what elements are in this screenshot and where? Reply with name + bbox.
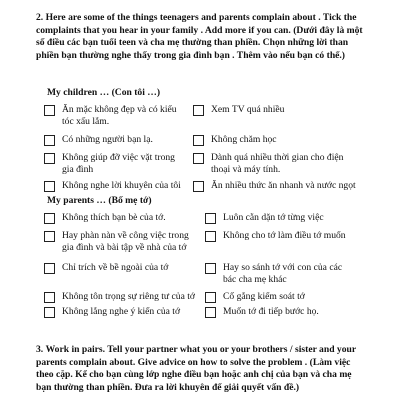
children-item[interactable] xyxy=(193,134,383,146)
checkbox[interactable] xyxy=(44,292,55,303)
children-item-line: Dành quá nhiều thời gian cho điện xyxy=(211,152,344,163)
checkbox[interactable] xyxy=(193,153,204,164)
parents-item[interactable] xyxy=(205,291,395,303)
parents-item[interactable] xyxy=(205,306,395,318)
parents-item-line: Không tôn trọng sự riêng tư của tớ xyxy=(62,291,195,302)
checkbox[interactable] xyxy=(44,181,55,192)
checkbox[interactable] xyxy=(44,263,55,274)
parents-item[interactable] xyxy=(44,212,204,224)
checkbox[interactable] xyxy=(205,231,216,242)
task2-instruction-vi: (Dưới đây là một số điều các bạn tuổi teen và cha mẹ thường than phiền. Chọn những lời than phiền bạn thường nghe thấy trong gia đình bạn . Thêm vào nếu bạn có thể.) xyxy=(36,24,363,61)
parents-item-line: Không thích bạn bè của tớ. xyxy=(62,212,166,223)
children-item-line: thoại và máy tính. xyxy=(211,163,281,175)
children-item[interactable] xyxy=(44,152,194,176)
children-item[interactable] xyxy=(193,180,398,192)
children-item[interactable] xyxy=(44,180,194,192)
checkbox[interactable] xyxy=(44,213,55,224)
checkbox[interactable] xyxy=(193,181,204,192)
checkbox[interactable] xyxy=(193,135,204,146)
checkbox[interactable] xyxy=(205,213,216,224)
task3-instruction-vi: (Làm việc theo cặp. Kể cho bạn cùng lớp nghe điều bạn hoặc anh chị của bạn và cha mẹ bạn thường than phiền. Đưa ra lời khuyên để giải quyết vấn đề.) xyxy=(36,356,352,393)
parents-item-line: Muốn tớ đi tiếp bước họ. xyxy=(223,306,319,317)
parents-item[interactable] xyxy=(205,262,395,286)
parents-item-line: Cố gắng kiểm soát tớ xyxy=(223,291,305,302)
parents-item-line: Chỉ trích về bề ngoài của tớ xyxy=(62,262,169,273)
parents-item-line: Luôn cằn dặn tớ từng việc xyxy=(223,212,324,223)
parents-item[interactable] xyxy=(205,230,395,242)
task3-instruction-en: Work in pairs. Tell your partner what you or your brothers / sister and your parents complain about. Give advice on how to solve the problem . xyxy=(36,344,356,368)
children-item[interactable] xyxy=(193,152,393,176)
children-item-line: Không nghe lời khuyên của tôi xyxy=(62,180,181,191)
checkbox[interactable] xyxy=(44,231,55,242)
checkbox[interactable] xyxy=(44,153,55,164)
checkbox[interactable] xyxy=(44,307,55,318)
children-item-line: Ăn nhiều thức ăn nhanh và nước ngọt xyxy=(211,180,356,191)
checkbox[interactable] xyxy=(205,307,216,318)
parents-heading: My parents … (Bố mẹ tớ) xyxy=(47,195,152,206)
task3-number: 3. xyxy=(36,344,44,355)
parents-item[interactable] xyxy=(44,306,204,318)
children-item-line: Không chăm học xyxy=(211,134,277,145)
parents-item-line: gia đình và bài tập về nhà của tớ xyxy=(62,241,187,253)
children-item-line: Xem TV quá nhiều xyxy=(211,104,285,115)
checkbox[interactable] xyxy=(205,263,216,274)
parents-item-line: Không lắng nghe ý kiến của tớ xyxy=(62,306,181,317)
children-item-line: Có những người bạn lạ. xyxy=(62,134,153,145)
parents-item-line: Không cho tớ làm điều tớ muốn xyxy=(223,230,346,241)
task2-instruction xyxy=(36,12,368,62)
checkbox[interactable] xyxy=(44,135,55,146)
task3-instruction xyxy=(36,344,368,394)
parents-item[interactable] xyxy=(44,262,204,274)
children-item-line: gia đình xyxy=(62,163,94,175)
children-item-line: Ăn mặc không đẹp và có kiểu xyxy=(62,104,177,115)
checkbox[interactable] xyxy=(205,292,216,303)
children-item[interactable] xyxy=(44,134,194,146)
parents-item-line: bác cha mẹ khác xyxy=(223,273,287,285)
parents-item[interactable] xyxy=(205,212,390,224)
children-item-line: Không giúp đỡ việc vặt trong xyxy=(62,152,175,163)
children-item-line: tóc xấu lắm. xyxy=(62,115,110,127)
parents-item-line: Hay phàn nàn về công việc trong xyxy=(62,230,189,241)
children-item[interactable] xyxy=(44,104,194,128)
children-item[interactable] xyxy=(193,104,383,116)
parents-item[interactable] xyxy=(44,230,204,254)
task2-number: 2. xyxy=(36,12,44,23)
checkbox[interactable] xyxy=(44,105,55,116)
task2-instruction-en: Here are some of the things teenagers and parents complain about . Tick the complaints that you hear in your family . Add more if you can. xyxy=(36,12,357,36)
parents-item[interactable] xyxy=(44,291,204,303)
checkbox[interactable] xyxy=(193,105,204,116)
children-heading: My children … (Con tôi …) xyxy=(47,87,161,98)
parents-item-line: Hay so sánh tớ với con của các xyxy=(223,262,343,273)
